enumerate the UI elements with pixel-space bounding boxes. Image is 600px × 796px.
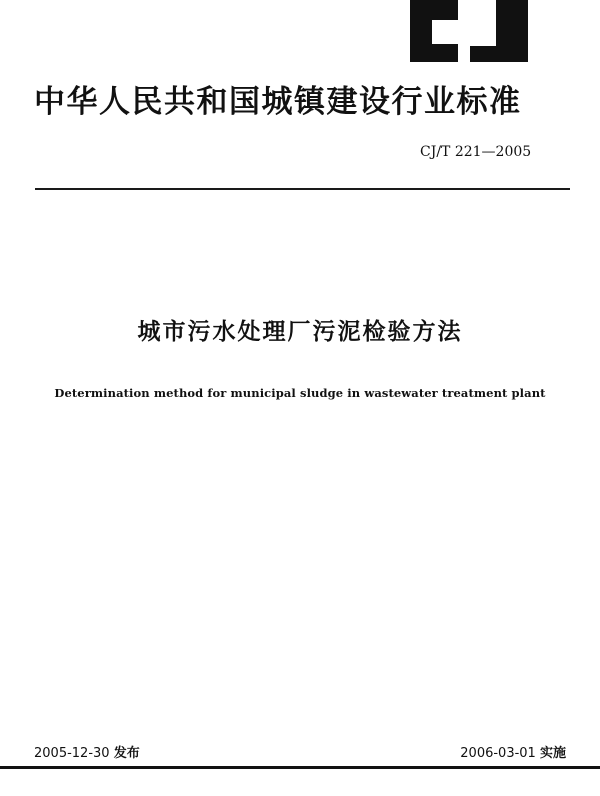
- cj-logo-icon: [404, 0, 534, 66]
- standard-code: CJ/T 221—2005: [420, 144, 532, 160]
- implementation-date-line: [460, 742, 566, 761]
- document-title-english: Determination method for municipal sludge in wastewater treatment plant: [54, 386, 546, 400]
- standard-category-title: 中华人民共和国城镇建设行业标准: [34, 84, 522, 120]
- issue-date: 2005-12-30: [34, 746, 110, 761]
- implementation-label: 实施: [539, 746, 566, 761]
- header-divider: [35, 188, 570, 190]
- implementation-date: 2006-03-01: [460, 746, 536, 761]
- issue-date-line: [34, 742, 140, 761]
- issue-label: 发布: [113, 746, 140, 761]
- cj-logo: [404, 0, 534, 66]
- document-title-chinese: 城市污水处理厂污泥检验方法: [137, 319, 463, 345]
- footer-divider: [0, 766, 600, 769]
